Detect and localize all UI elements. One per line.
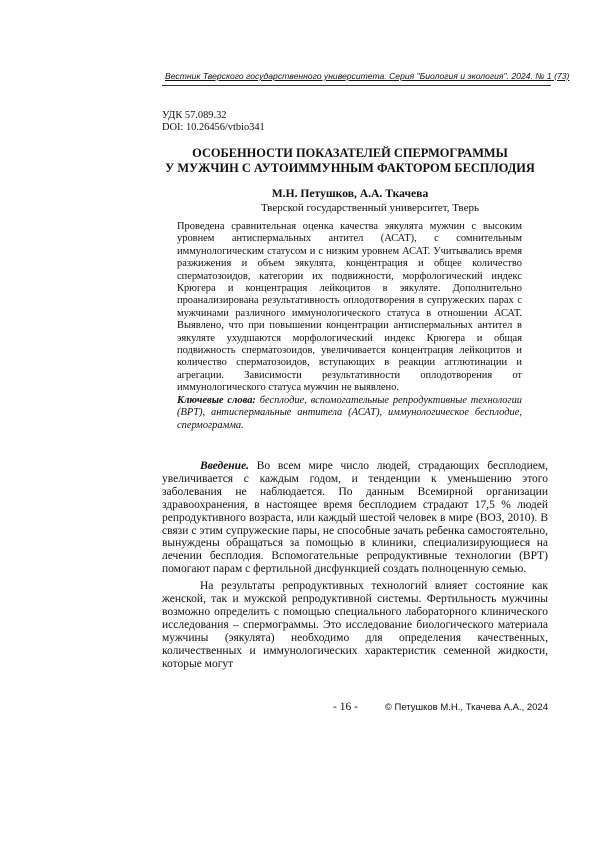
authors: М.Н. Петушков, А.А. Ткачева bbox=[271, 187, 429, 200]
keywords-list: бесплодие, вспомогательные репродуктивные технологии (ВРТ), антиспермальные антитела (АСАТ), иммунологическое бесплодие, спермограмма. bbox=[177, 394, 523, 431]
udk-code: УДК 57.089.32 bbox=[162, 110, 227, 121]
article-meta bbox=[162, 110, 265, 134]
paragraph-1 bbox=[162, 460, 548, 576]
header-rule bbox=[162, 85, 551, 86]
abstract-text: Проведена сравнительная оценка качества эякулята мужчин с высоким уровнем антиспермальных антител (АСАТ), с сомнительным иммунологическим статусом и с низким уровнем АСАТ. Учитывались время разжижения и объем эякулята, концентрация и общее количество сперматозоидов, категории их подвижности, морфологический индекс Крюгера и концентрация лейкоцитов в эякуляте. Дополнительно проанализирована результативность оплодотворения в супружеских парах с мужчинами различного иммунологического статуса в отношении АСАТ. Выявлено, что при повышении концентрации антиспермальных антител в эякуляте ухудшаются морфологический индекс Крюгера и общая подвижность сперматозоидов, увеличивается концентрация лейкоцитов и количество сперматозоидов, вступающих в реакции агглютинации и агрегации. Зависимости результативности оплодотворения от иммунологического статуса мужчин не выявлено. bbox=[177, 221, 522, 394]
journal-header: Вестник Тверского государственного университета. Серия "Биология и экология". 2024. № 1 (73) bbox=[165, 71, 570, 81]
page-number: - 16 - bbox=[333, 701, 358, 713]
doi: DOI: 10.26456/vtbio341 bbox=[162, 122, 265, 133]
title-line-2: У МУЖЧИН С АУТОИММУННЫМ ФАКТОРОМ БЕСПЛОДИЯ bbox=[165, 161, 535, 175]
copyright: © Петушков М.Н., Ткачева А.А., 2024 bbox=[384, 702, 548, 713]
abstract bbox=[177, 221, 522, 432]
article-body bbox=[162, 460, 548, 671]
paragraph-1-text: Во всем мире число людей, страдающих бесплодием, увеличивается с каждым годом, и тенденции к уменьшению этого заболевания не наблюдается. По данным Всемирной организации здравоохранения, в настоящее время бесплодием страдают 17,5 % людей репродуктивного возраста, или каждый шестой человек в мире (ВОЗ, 2010). В связи с этим супружеские пары, не способные зачать ребенка самостоятельно, вынуждены обращаться за помощью в клиники, специализирующиеся на лечении бесплодия. Вспомогательные репродуктивные технологии (ВРТ) помогают парам с фертильной дисфункцией создать полноценную семью. bbox=[162, 460, 548, 576]
paragraph-2: На результаты репродуктивных технологий влияет состояние как женской, так и мужской репродуктивной системы. Фертильность мужчины возможно определить с помощью специального лабораторного клинического исследования – спермограммы. Это исследование биологического материала мужчины (эякулята) необходимо для определения качественных, количественных и иммунологических характеристик семенной жидкости, которые могут bbox=[162, 580, 548, 670]
article-title bbox=[150, 146, 550, 176]
keywords-label: Ключевые слова: bbox=[177, 394, 256, 406]
intro-label: Введение. bbox=[200, 460, 250, 472]
title-line-1: ОСОБЕННОСТИ ПОКАЗАТЕЛЕЙ СПЕРМОГРАММЫ bbox=[192, 146, 508, 160]
affiliation: Тверской государственный университет, Тверь bbox=[261, 202, 479, 214]
keywords bbox=[177, 395, 522, 432]
